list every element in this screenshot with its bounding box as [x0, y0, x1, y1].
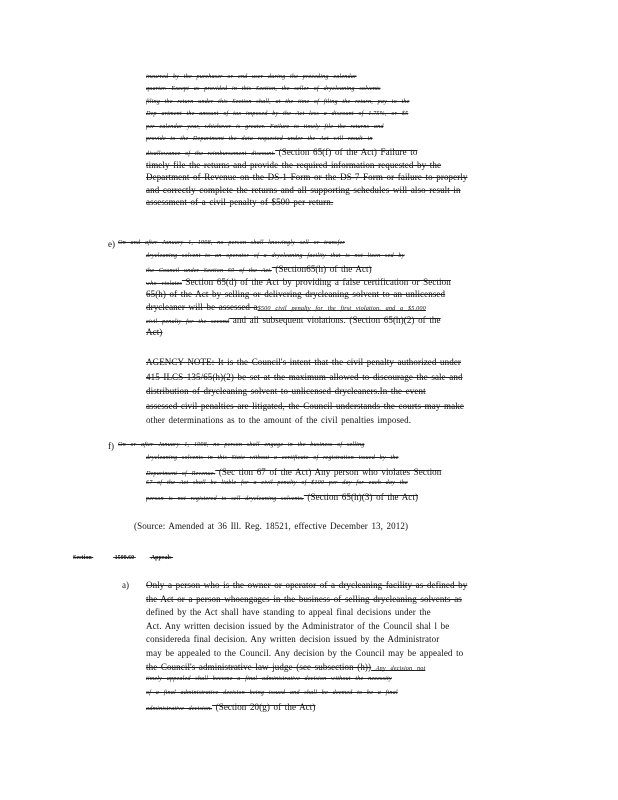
text-line [146, 265, 372, 274]
text-line-main: disallowance of the reimbursement discount. [146, 150, 276, 158]
text-line-main: quarter. Except as provided in this Section, the seller of drycleaning solvents [146, 85, 381, 93]
text-line [146, 198, 333, 207]
text-line [146, 316, 441, 325]
text-line [146, 161, 441, 170]
source-note: (Source: Amended at 36 Ill. Reg. 18521, effective December 13, 2012) [134, 521, 409, 531]
text-line-main: who violates [146, 279, 182, 287]
text-line-main: per calendar year, whichever is greater. Failure to timely file the returns and [146, 122, 384, 130]
text-line-tail: (Section 20(g) of the Act) [212, 702, 316, 713]
text-line-main: the Council's administrative law judge (see subsection (h)) [146, 661, 372, 672]
text-line-main: timely appealed shall become a final administrative decision without the necessity [146, 675, 392, 683]
text-line [146, 278, 451, 287]
text-line [146, 595, 462, 604]
section-title: Appeals [150, 555, 172, 561]
text-line [146, 455, 399, 461]
text-line [146, 493, 418, 502]
text-line-tail: (Sec tion 67 of the Act) Any person who violates Section [215, 466, 442, 477]
agency-note-line: AGENCY NOTE: It is the Council's intent that the civil penalty authorized under [146, 357, 462, 367]
text-line-main: assessment of a civil penalty of $500 per return. [146, 197, 334, 207]
text-line-main: Department of Revenue. [146, 469, 216, 477]
text-line [146, 86, 381, 92]
text-line-main: administrative decision. [146, 705, 213, 713]
section-number: 1500.60 [114, 555, 135, 561]
text-line-tail: Section 65(d) of the Act by providing a false certification or Section [181, 276, 451, 287]
text-line-main: timely file the returns and provide the required information requested by the [146, 159, 442, 170]
text-line [146, 111, 408, 117]
text-line [146, 581, 467, 590]
agency-note-line: distribution of drycleaning solvent to unlicensed drycleaners.In the event [146, 386, 426, 396]
text-line-tail: $500 civil penalty for the first violation, and a $5,000 [257, 305, 426, 312]
text-line-main: 67 of the Act shall be liable for a civil penalty of $100 per day for each day the [146, 479, 408, 487]
text-line-main: On or after January 1, 1998, no person shall engage in the business of selling [118, 441, 365, 448]
paragraph-f-label: f) [108, 441, 114, 451]
text-line [146, 622, 449, 631]
text-line [146, 136, 373, 142]
text-line-main: 65(h) of the Act by selling or delivering drycleaning solvent to an unlicensed [146, 289, 446, 300]
text-line [146, 173, 468, 182]
text-line [146, 328, 162, 337]
text-line-main: drycleaning solvent to an operator of a drycleaning facility that is not licen sed by [146, 251, 405, 259]
text-line-main: may be appealed to the Council. Any decision by the Council may be appealed to [146, 648, 464, 658]
text-line [146, 608, 431, 617]
text-line-main: Act. Any written decision issued by the Administrator of the Council shal l be [146, 620, 450, 631]
text-line [146, 253, 405, 259]
text-line-main: Act) [146, 327, 163, 338]
text-line-tail: (Section 65(f) of the Act) Failure to [275, 147, 418, 158]
text-line-tail: (Section65(h) of the Act) [271, 264, 372, 275]
text-line-main: filing the return under this Section shall, at the time of filing the return, pay to the [146, 97, 410, 105]
text-line-main: Department of Revenue on the DS-1 Form or the DS-7 Form or failure to properly [146, 172, 468, 183]
paragraph-e-label: e) [108, 239, 115, 249]
text-line [146, 74, 357, 80]
text-line-main: Dep artment the amount of tax imposed by the Act less a discount of 1.75%, or $5 [146, 110, 409, 118]
text-line [146, 148, 418, 157]
text-line-main: person is not registered to sell drycleaning solvents. [146, 495, 304, 503]
text-line-main: drycleaning solvents in this State without a certificate of registration issued by the [146, 453, 399, 461]
agency-note-line: other determinations as to the amount of the civil penalties imposed. [146, 415, 412, 425]
text-line-main: the Council under Section 60 of the Act. [146, 267, 272, 275]
text-line-main: the Act or a person whoengages in the business of selling drycleaning solvents as [146, 593, 462, 604]
text-line-main: civil penalty for the second [146, 317, 230, 325]
text-line [146, 649, 463, 658]
text-line [146, 480, 408, 486]
text-line [146, 676, 392, 682]
text-line-main: drycleaner will be assessed a [146, 302, 258, 312]
agency-note-line: assessed civil penalties are litigated, the Council understands the courts may make [146, 400, 464, 411]
text-line-main: defined by the Act shall have standing to appeal final decisions under the [146, 607, 431, 618]
text-line-main: considereda final decision. Any written decision issued by the Administrator [146, 634, 440, 645]
text-line [146, 99, 410, 105]
text-line [146, 186, 461, 195]
text-line [146, 690, 398, 696]
section-label: Section [73, 555, 92, 561]
agency-note-line: 415 ILCS 135/65(h)(2) be set at the maximum allowed to discourage the sale and [146, 371, 463, 382]
text-line [118, 240, 345, 246]
text-line-tail: Any decision not [371, 664, 426, 672]
text-line [146, 703, 316, 712]
text-line [146, 468, 441, 477]
text-line-tail: (Section 65(h)(3) of the Act) [303, 492, 419, 503]
paragraph-a-label: a) [122, 580, 129, 590]
text-line-main: On and after January 1, 1998, no person shall knowingly sell or transfer [118, 239, 345, 246]
text-line-main: incurred by the purchaser or end user during the preceding calendar [146, 73, 357, 80]
text-line [146, 663, 425, 672]
section-heading [73, 555, 203, 561]
text-line [118, 442, 365, 448]
text-line-main: Only a person who is the owner or operator of a drycleaning facility as defined by [146, 580, 468, 590]
text-line-main: of a final administrative decision being issued and shall be deemed to be a final [146, 688, 398, 696]
text-line-main: and correctly complete the returns and all supporting schedules will also result in [146, 184, 461, 195]
text-line [146, 303, 426, 312]
text-line-main: provide to the Department the data requested under the Act will result in [146, 135, 373, 142]
text-line [146, 290, 445, 299]
text-line [146, 124, 384, 130]
text-line [146, 635, 439, 644]
text-line-tail: and all subsequent violations. (Section 65(h)(2) of the [229, 314, 441, 325]
